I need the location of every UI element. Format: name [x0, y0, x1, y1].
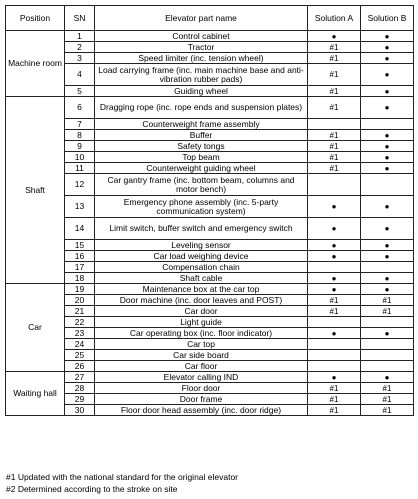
solution-b-cell: ● — [361, 284, 414, 295]
solution-a-cell — [308, 174, 361, 196]
solution-b-cell — [361, 262, 414, 273]
solution-b-cell: #1 — [361, 394, 414, 405]
solution-b-cell: ● — [361, 31, 414, 42]
solution-a-cell: #1 — [308, 152, 361, 163]
solution-a-cell: ● — [308, 328, 361, 339]
sn-cell: 6 — [65, 97, 95, 119]
solution-a-cell: ● — [308, 273, 361, 284]
solution-b-cell: #1 — [361, 383, 414, 394]
sn-cell: 9 — [65, 141, 95, 152]
table-header-row — [6, 6, 414, 31]
sn-cell: 5 — [65, 86, 95, 97]
solution-a-cell — [308, 119, 361, 130]
table-row — [6, 383, 414, 394]
solution-a-cell: ● — [308, 372, 361, 383]
solution-b-cell: ● — [361, 240, 414, 251]
solution-b-cell: ● — [361, 141, 414, 152]
part-name-cell: Shaft cable — [95, 273, 308, 284]
solution-b-cell — [361, 361, 414, 372]
table-row — [6, 317, 414, 328]
table-row — [6, 394, 414, 405]
solution-a-cell — [308, 339, 361, 350]
solution-a-cell — [308, 350, 361, 361]
solution-b-cell — [361, 339, 414, 350]
part-name-cell: Light guide — [95, 317, 308, 328]
table-row — [6, 218, 414, 240]
sn-cell: 24 — [65, 339, 95, 350]
table-row — [6, 405, 414, 416]
solution-b-cell — [361, 317, 414, 328]
sn-cell: 26 — [65, 361, 95, 372]
solution-b-cell — [361, 174, 414, 196]
solution-a-cell: #1 — [308, 130, 361, 141]
solution-a-cell: #1 — [308, 53, 361, 64]
header-position: Position — [6, 6, 65, 31]
solution-b-cell: #1 — [361, 295, 414, 306]
table-row — [6, 328, 414, 339]
header-solution-b: Solution B — [361, 6, 414, 31]
table-row — [6, 42, 414, 53]
part-name-cell: Door frame — [95, 394, 308, 405]
solution-b-cell: #1 — [361, 306, 414, 317]
part-name-cell: Compensation chain — [95, 262, 308, 273]
solution-a-cell: #1 — [308, 405, 361, 416]
table-row — [6, 262, 414, 273]
solution-a-cell: #1 — [308, 141, 361, 152]
sn-cell: 13 — [65, 196, 95, 218]
solution-a-cell: #1 — [308, 306, 361, 317]
part-name-cell: Counterweight guiding wheel — [95, 163, 308, 174]
part-name-cell: Elevator calling IND — [95, 372, 308, 383]
position-group-cell: Machine room — [6, 31, 65, 97]
header-part-name: Elevator part name — [95, 6, 308, 31]
position-group-cell: Waiting hall — [6, 372, 65, 416]
sn-cell: 12 — [65, 174, 95, 196]
solution-a-cell: #1 — [308, 42, 361, 53]
solution-a-cell: #1 — [308, 383, 361, 394]
part-name-cell: Car load weighing device — [95, 251, 308, 262]
table-row — [6, 240, 414, 251]
table-row — [6, 350, 414, 361]
table-body — [6, 31, 414, 416]
sn-cell: 22 — [65, 317, 95, 328]
part-name-cell: Car floor — [95, 361, 308, 372]
sn-cell: 28 — [65, 383, 95, 394]
sn-cell: 4 — [65, 64, 95, 86]
sn-cell: 19 — [65, 284, 95, 295]
part-name-cell: Emergency phone assembly (inc. 5-party communication system) — [95, 196, 308, 218]
part-name-cell: Tractor — [95, 42, 308, 53]
position-group-cell: Car — [6, 284, 65, 372]
solution-b-cell — [361, 119, 414, 130]
solution-a-cell: ● — [308, 31, 361, 42]
sn-cell: 10 — [65, 152, 95, 163]
sn-cell: 11 — [65, 163, 95, 174]
solution-b-cell: ● — [361, 372, 414, 383]
solution-b-cell: ● — [361, 53, 414, 64]
solution-a-cell: ● — [308, 284, 361, 295]
solution-b-cell: ● — [361, 130, 414, 141]
part-name-cell: Car top — [95, 339, 308, 350]
table-row — [6, 174, 414, 196]
solution-a-cell: ● — [308, 218, 361, 240]
part-name-cell: Safety tongs — [95, 141, 308, 152]
table-row — [6, 86, 414, 97]
part-name-cell: Floor door head assembly (inc. door ridge) — [95, 405, 308, 416]
solution-b-cell: ● — [361, 152, 414, 163]
part-name-cell: Car operating box (inc. floor indicator) — [95, 328, 308, 339]
header-sn: SN — [65, 6, 95, 31]
table-row — [6, 119, 414, 130]
solution-a-cell: #1 — [308, 394, 361, 405]
part-name-cell: Top beam — [95, 152, 308, 163]
solution-a-cell: ● — [308, 240, 361, 251]
solution-b-cell: ● — [361, 97, 414, 119]
table-row — [6, 361, 414, 372]
solution-a-cell: #1 — [308, 97, 361, 119]
solution-b-cell: ● — [361, 328, 414, 339]
table-row — [6, 284, 414, 295]
part-name-cell: Maintenance box at the car top — [95, 284, 308, 295]
footnote-2: #2 Determined according to the stroke on site — [6, 484, 178, 494]
solution-a-cell — [308, 317, 361, 328]
table-row — [6, 53, 414, 64]
solution-a-cell: #1 — [308, 64, 361, 86]
sn-cell: 29 — [65, 394, 95, 405]
table-row — [6, 130, 414, 141]
sn-cell: 17 — [65, 262, 95, 273]
table-row — [6, 306, 414, 317]
sn-cell: 20 — [65, 295, 95, 306]
solution-a-cell: ● — [308, 196, 361, 218]
part-name-cell: Dragging rope (inc. rope ends and suspension plates) — [95, 97, 308, 119]
table-row — [6, 196, 414, 218]
part-name-cell: Car door — [95, 306, 308, 317]
sn-cell: 23 — [65, 328, 95, 339]
part-name-cell: Floor door — [95, 383, 308, 394]
table-row — [6, 64, 414, 86]
solution-a-cell: #1 — [308, 163, 361, 174]
solution-b-cell: ● — [361, 273, 414, 284]
part-name-cell: Control cabinet — [95, 31, 308, 42]
elevator-parts-table — [5, 5, 414, 416]
sn-cell: 3 — [65, 53, 95, 64]
part-name-cell: Load carrying frame (inc. main machine base and anti-vibration rubber pads) — [95, 64, 308, 86]
sn-cell: 16 — [65, 251, 95, 262]
header-solution-a: Solution A — [308, 6, 361, 31]
solution-b-cell — [361, 350, 414, 361]
sn-cell: 25 — [65, 350, 95, 361]
part-name-cell: Guiding wheel — [95, 86, 308, 97]
table-row — [6, 31, 414, 42]
part-name-cell: Leveling sensor — [95, 240, 308, 251]
solution-a-cell — [308, 361, 361, 372]
sn-cell: 18 — [65, 273, 95, 284]
table-row — [6, 251, 414, 262]
part-name-cell: Car side board — [95, 350, 308, 361]
solution-b-cell: ● — [361, 196, 414, 218]
sn-cell: 21 — [65, 306, 95, 317]
table-row — [6, 141, 414, 152]
footnote-1: #1 Updated with the national standard for the original elevator — [6, 472, 239, 482]
sn-cell: 30 — [65, 405, 95, 416]
sn-cell: 27 — [65, 372, 95, 383]
solution-b-cell: #1 — [361, 405, 414, 416]
sn-cell: 14 — [65, 218, 95, 240]
sn-cell: 2 — [65, 42, 95, 53]
solution-b-cell: ● — [361, 64, 414, 86]
part-name-cell: Speed limiter (inc. tension wheel) — [95, 53, 308, 64]
table-row — [6, 163, 414, 174]
table-row — [6, 152, 414, 163]
solution-a-cell: #1 — [308, 86, 361, 97]
table-row — [6, 372, 414, 383]
solution-b-cell: ● — [361, 42, 414, 53]
part-name-cell: Limit switch, buffer switch and emergency switch — [95, 218, 308, 240]
solution-b-cell: ● — [361, 218, 414, 240]
part-name-cell: Door machine (inc. door leaves and POST) — [95, 295, 308, 306]
sn-cell: 15 — [65, 240, 95, 251]
table-row — [6, 273, 414, 284]
solution-b-cell: ● — [361, 86, 414, 97]
table-row — [6, 97, 414, 119]
solution-a-cell: #1 — [308, 295, 361, 306]
part-name-cell: Buffer — [95, 130, 308, 141]
solution-b-cell: ● — [361, 251, 414, 262]
table-row — [6, 295, 414, 306]
solution-a-cell — [308, 262, 361, 273]
solution-a-cell: ● — [308, 251, 361, 262]
position-group-cell: Shaft — [6, 97, 65, 284]
sn-cell: 7 — [65, 119, 95, 130]
sn-cell: 1 — [65, 31, 95, 42]
table-row — [6, 339, 414, 350]
sn-cell: 8 — [65, 130, 95, 141]
part-name-cell: Car gantry frame (inc. bottom beam, columns and motor bench) — [95, 174, 308, 196]
part-name-cell: Counterweight frame assembly — [95, 119, 308, 130]
solution-b-cell: ● — [361, 163, 414, 174]
